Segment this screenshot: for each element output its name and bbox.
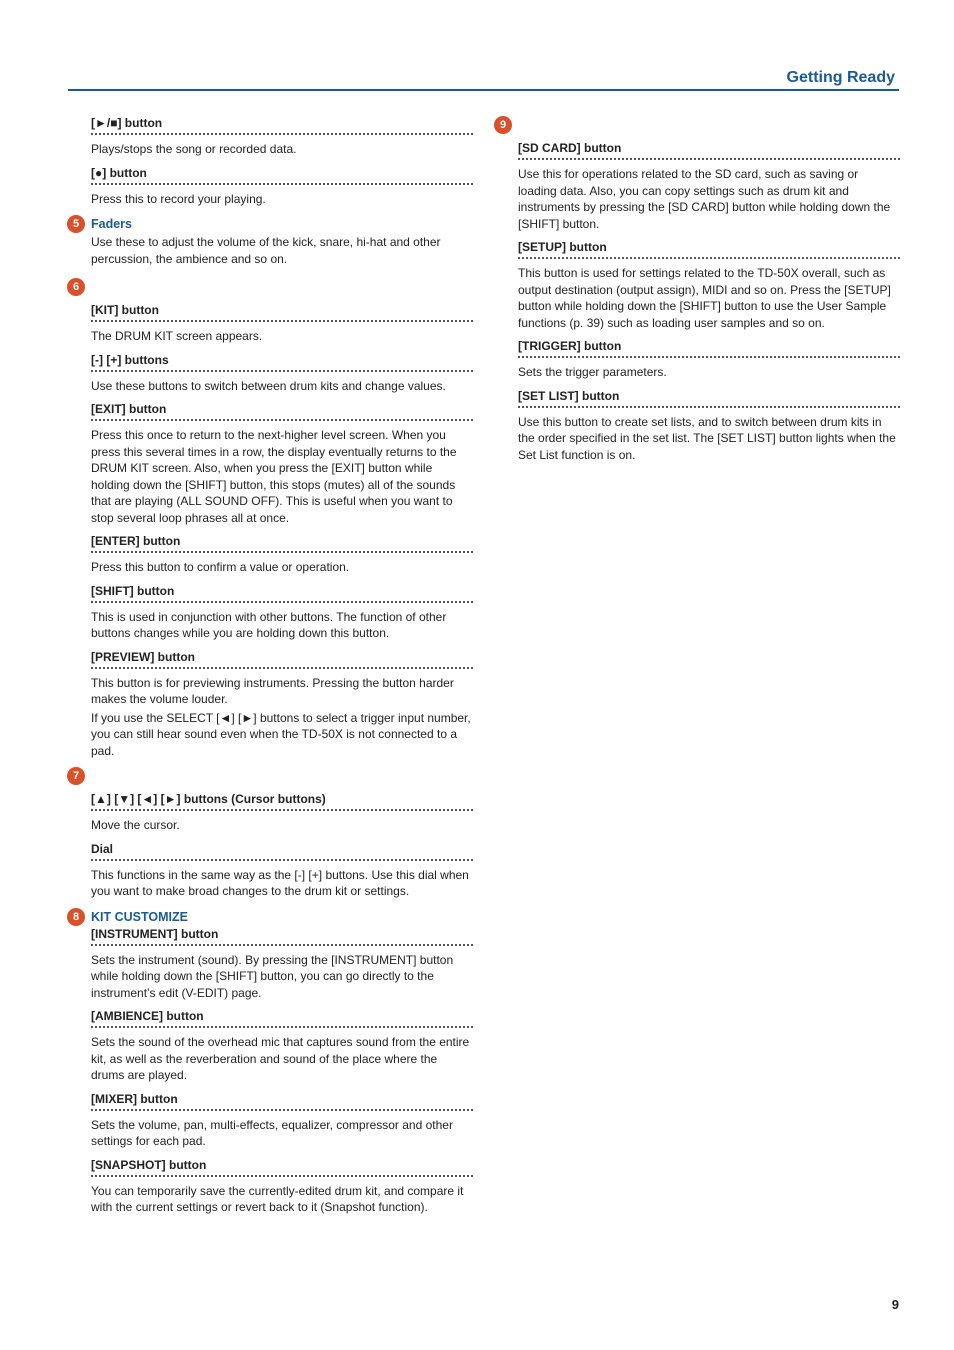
- item-heading: [KIT] button: [91, 303, 473, 322]
- item-description: Sets the instrument (sound). By pressing the [INSTRUMENT] button while holding down the [SHIFT] button, you can go directly to the instrument’s edit (V-EDIT) page.: [91, 952, 454, 1000]
- item-heading: [-] [+] buttons: [91, 353, 473, 372]
- item-heading: [SD CARD] button: [518, 141, 900, 160]
- item-heading: [SHIFT] button: [91, 584, 473, 603]
- item-heading: [▲] [▼] [◄] [►] buttons (Cursor buttons): [91, 792, 473, 811]
- section-title: Faders: [91, 217, 132, 231]
- item-heading: [SET LIST] button: [518, 389, 900, 408]
- item-description: You can temporarily save the currently-edited drum kit, and compare it with the current settings or revert back to it (Snapshot function).: [91, 1183, 464, 1214]
- section-number-badge: 5: [67, 215, 85, 233]
- item-heading: [EXIT] button: [91, 402, 473, 421]
- section-number-badge: 8: [67, 908, 85, 926]
- section: [67, 908, 473, 1216]
- section: [67, 278, 473, 759]
- item-description: Use this for operations related to the SD card, such as saving or loading data. Also, you can copy settings such as drum kit and instruments by pressing the [SD CARD] button while holding down the [SHIFT] button.: [518, 167, 891, 231]
- page-header-title: Getting Ready: [786, 69, 895, 86]
- section: [67, 116, 473, 207]
- item-description: Sets the volume, pan, multi-effects, equalizer, compressor and other settings for each pad.: [91, 1117, 453, 1148]
- section: [494, 116, 900, 463]
- section-number-badge: 7: [67, 767, 85, 785]
- item-description-extra: If you use the SELECT [◄] [►] buttons to select a trigger input number, you can still hear sound even when the TD-50X is not connected to a pad.: [91, 710, 471, 758]
- item-description: This functions in the same way as the [-] [+] buttons. Use this dial when you want to make broad changes to the drum kit or settings.: [91, 867, 469, 898]
- left-column: [67, 116, 473, 1224]
- section-title: [518, 116, 900, 134]
- section: [67, 767, 473, 900]
- item-heading: [INSTRUMENT] button: [91, 927, 473, 946]
- item-heading: Dial: [91, 842, 473, 861]
- section: [67, 215, 473, 267]
- item-description: Plays/stops the song or recorded data.: [91, 142, 297, 156]
- item-heading: [TRIGGER] button: [518, 339, 900, 358]
- header-rule: [68, 89, 899, 91]
- item-heading: [SETUP] button: [518, 240, 900, 259]
- item-description: Press this button to confirm a value or operation.: [91, 560, 350, 574]
- section-title: [91, 278, 473, 296]
- item-description: Press this once to return to the next-higher level screen. When you press this several times in a row, the display eventually returns to the DRUM KIT screen. Also, when you press the [EXIT] button while holding down the [SHIFT] button, this stops (mutes) all of the sounds that are playing (ALL SOUND OFF). This is useful when you want to stop several loop phrases all at once.: [91, 428, 457, 525]
- item-heading: [ENTER] button: [91, 534, 473, 553]
- section-title: [91, 767, 473, 785]
- item-heading: [MIXER] button: [91, 1092, 473, 1111]
- section-number-badge: 6: [67, 278, 85, 296]
- section-title: KIT CUSTOMIZE: [91, 909, 188, 924]
- page-number: 9: [891, 1297, 899, 1312]
- item-description: This button is for previewing instruments. Pressing the button harder makes the volume louder.: [91, 675, 454, 706]
- item-description: This button is used for settings related to the TD-50X overall, such as output destination (output assign), MIDI and so on. Press the [SETUP] button while holding down the [SHIFT] button to use the User Sample functions (p. 39) such as loading user samples and so on.: [518, 266, 891, 330]
- item-heading: [SNAPSHOT] button: [91, 1158, 473, 1177]
- item-description: Sets the trigger parameters.: [518, 365, 667, 379]
- item-description: Use this button to create set lists, and to switch between drum kits in the order specified in the set list. The [SET LIST] button lights when the Set List function is on.: [518, 414, 896, 462]
- item-description: Press this to record your playing.: [91, 191, 266, 206]
- item-description: The DRUM KIT screen appears.: [91, 329, 263, 343]
- item-heading: [AMBIENCE] button: [91, 1009, 473, 1028]
- section-number-badge: 9: [494, 116, 512, 134]
- item-description: Use these buttons to switch between drum kits and change values.: [91, 378, 446, 393]
- right-column: [494, 116, 900, 471]
- item-description: Sets the sound of the overhead mic that captures sound from the entire kit, as well as the reverberation and sound of the place where the drums are played.: [91, 1035, 470, 1082]
- item-heading: [►/■] button: [91, 116, 473, 135]
- item-description: Move the cursor.: [91, 818, 180, 832]
- item-heading: [PREVIEW] button: [91, 650, 473, 669]
- item-description: This is used in conjunction with other buttons. The function of other buttons changes while you are holding down this button.: [91, 609, 447, 640]
- item-heading: [●] button: [91, 166, 473, 185]
- section-description: Use these to adjust the volume of the kick, snare, hi-hat and other percussion, the ambience and so on.: [91, 235, 441, 266]
